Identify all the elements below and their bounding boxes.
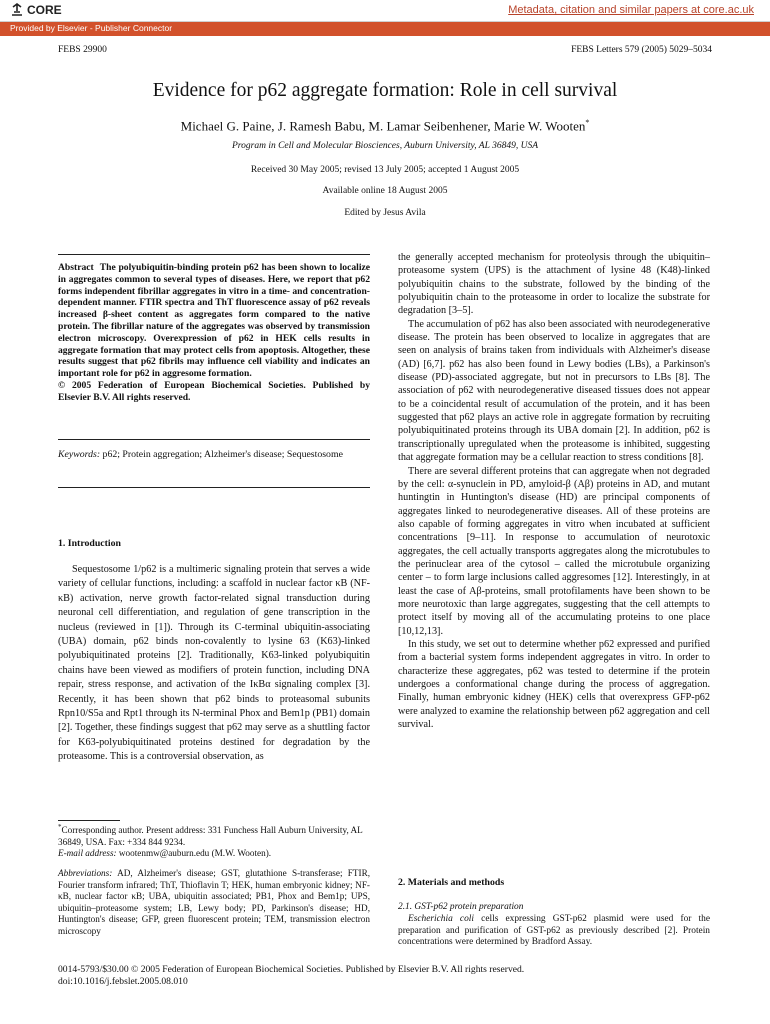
author-names: Michael G. Paine, J. Ramesh Babu, M. Lamar Seibenhener, Marie W. Wooten bbox=[180, 118, 586, 134]
right-column-body bbox=[398, 251, 710, 731]
core-logo-text: CORE bbox=[27, 3, 62, 17]
abstract-label: Abstract bbox=[58, 262, 94, 273]
journal-citation: FEBS Letters 579 (2005) 5029–5034 bbox=[571, 45, 712, 55]
intro-text: Sequestosome 1/p62 is a multimeric signaling protein that serves a wide variety of cellular functions, including: a scaffold in nuclear factor κB (NF-κB) activation, nerve growth factor-related signal transduction during neuronal cell differentiation, and regulation of gene transcription in the nucleus (reviewed in [1]). Through its C-terminal ubiquitin-associating (UBA) domain, p62 binds non-covalently to lysine 63 (K63)-linked polyubiquitinated proteins [2]. Traditionally, K63-linked polyubiquitin chains have been viewed as modifiers of protein function, including DNA repair, stress response, and activation of the IκBα signaling complex [3]. Recently, it has been shown that p62 binds to proteasomal subunits Rpn10/S5a and Rpt1 through its N-terminal Phox and Bem1p (PB1) domain [2]. Together, these findings suggest that p62 may serve as a shuttling factor for K63-polyubiquitinated proteins destined for degradation by the proteasome. This is a controversial observation, as bbox=[58, 564, 370, 763]
core-metadata-link[interactable]: Metadata, citation and similar papers at core.ac.uk bbox=[508, 4, 754, 16]
received-dates: Received 30 May 2005; revised 13 July 2005; accepted 1 August 2005 bbox=[250, 165, 520, 175]
paragraph: In this study, we set out to determine whether p62 expressed and purified from a bacterial system forms independent aggregates in vitro. In order to characterize these aggregates, p62 was tested to determine if the protein undergoes a conformational change during the process of aggregation. Finally, human embryonic kidney (HEK) cells that overexpress GFP-p62 were analyzed to examine the relationship between p62 aggregation and cell survival. bbox=[398, 638, 710, 731]
methods-heading: 2. Materials and methods bbox=[398, 877, 505, 888]
edited-by: Edited by Jesus Avila bbox=[344, 208, 426, 218]
abstract-bottom-rule bbox=[58, 439, 370, 440]
core-logo-icon bbox=[10, 3, 24, 17]
email-address[interactable]: wootenmw@auburn.edu (M.W. Wooten). bbox=[118, 848, 272, 859]
abbreviations-label: Abbreviations: bbox=[58, 868, 113, 878]
keywords-bottom-rule bbox=[58, 487, 370, 488]
paragraph: The accumulation of p62 has also been associated with neurodegenerative disease. The protein has been observed to localize in aggregates that are seen on analysis of brains taken from individuals with Alzheimer's disease (AD) [6,7]. p62 has also been found in Lewy bodies (LBs), a Parkinson's disease (PD)-associated aggregate, but not in precursors to LBs [8]. The association of p62 with neurodegenerative diseased tissues does not appear to be a coincidental result of accumulation of the protein, and it has been suggested that p62 plays an active role in aggregate formation by recruiting polyubiquitinated proteins through its UBA domain [2]. In addition, p62 is transcriptionally upregulated when the proteasome is inhibited, suggesting that aggregate formation may be a cellular reaction to stress conditions [8]. bbox=[398, 318, 710, 464]
abstract-top-rule bbox=[58, 254, 370, 255]
issn-copyright: 0014-5793/$30.00 © 2005 Federation of European Biochemical Societies. Published by Elsevier B.V. All rights reserved. bbox=[58, 964, 525, 975]
footnote-mark: * bbox=[58, 823, 62, 831]
provided-by-text[interactable]: Provided by Elsevier - Publisher Connector bbox=[10, 23, 173, 33]
footnote-rule bbox=[58, 820, 120, 821]
abbreviations-text: AD, Alzheimer's disease; GST, glutathione S-transferase; FTIR, Fourier transform infrared; ThT, Thioflavin T; HEK, human embryonic kidney; NF-κB, nuclear factor κB; UBA, ubiquitin associated; PB1, Phox and Bem1p; UPS, ubiquitin–proteasome system; LB, Lewy body; PD, Parkinson's disease; HD, Huntington's disease; GFP, green fluorescent protein; TEM, transmission electron microscopy bbox=[58, 868, 370, 936]
paper-title: Evidence for p62 aggregate formation: Role in cell survival bbox=[152, 80, 618, 101]
core-bar bbox=[0, 0, 770, 22]
author-list bbox=[0, 118, 770, 134]
provided-by-bar bbox=[0, 22, 770, 36]
core-logo[interactable] bbox=[10, 3, 62, 17]
keywords-text: p62; Protein aggregation; Alzheimer's disease; Sequestosome bbox=[102, 449, 343, 460]
methods-body: cells expressing GST-p62 plasmid were used for the preparation and purification of GST-p62 as previously described [2]. Protein concentrations were determined by Bradford Assay. bbox=[398, 914, 711, 947]
bottom-copyright bbox=[58, 964, 524, 988]
keywords-label: Keywords: bbox=[58, 449, 101, 460]
abstract bbox=[58, 262, 370, 404]
paragraph: There are several different proteins that can aggregate when not degraded by the cell: α-synuclein in PD, amyloid-β (Aβ) proteins in AD, and mutant huntingtin in Huntington's disease (HD) are principal components of aggregates linked to neurodegenerative diseases. All of these proteins are also capable of forming aggregates in vitro when incubated at sufficient concentrations [9–11]. In response to accumulation of neurotoxic aggregates, the cell actually transports aggregates along the microtubules to the perinuclear area of the cytosol – called the microtubule organizing center – to form large inclusions called aggresomes [12]. Interestingly, in at least the case of Aβ-proteins, small protofilaments have been shown to be more neurotoxic than large aggregates, suggesting that the cell attempts to protect itself by moving all of the accumulating proteins to one place [10,12,13]. bbox=[398, 465, 710, 637]
corresponding-mark: * bbox=[585, 118, 590, 127]
paragraph: the generally accepted mechanism for proteolysis through the ubiquitin–proteasome system (UPS) is the attachment of lysine 48 (K48)-linked polyubiquitin chains to the substrate, followed by the binding of the polyubiquitin chain to the proteasome in order to localize the substrate for degradation [3–5]. bbox=[398, 252, 710, 317]
methods-text bbox=[398, 914, 710, 949]
footnote-address: Corresponding author. Present address: 331 Funchess Hall Auburn University, AL 36849, USA. Fax: +334 844 9234. bbox=[58, 825, 363, 847]
available-online: Available online 18 August 2005 bbox=[322, 186, 448, 196]
corresponding-footnote bbox=[58, 822, 370, 860]
abstract-copyright: © 2005 Federation of European Biochemical Societies. Published by Elsevier B.V. All rights reserved. bbox=[58, 379, 370, 403]
intro-heading: 1. Introduction bbox=[58, 538, 121, 549]
doi: doi:10.1016/j.febslet.2005.08.010 bbox=[58, 976, 188, 987]
abstract-text: The polyubiquitin-binding protein p62 has been shown to localize in aggregates common to several types of diseases. Here, we report that p62 forms independent fibrillar aggregates in vitro in a time- and concentration-dependent manner. FTIR spectra and ThT fluorescence assay of p62 reveals increased β-sheet content as aggregates form compared to the native protein. The fibrillar nature of the aggregates was observed by transmission electron microscopy. Overexpression of p62 in HEK cells results in aggregate formation that may protect cells from apoptosis. Altogether, these results suggest that p62 fibrils may influence cell viability and indicates an important role for p62 in aggresome formation. bbox=[58, 262, 370, 380]
abbreviations bbox=[58, 868, 370, 938]
affiliation: Program in Cell and Molecular Biosciences, Auburn University, AL 36849, USA bbox=[232, 141, 538, 151]
journal-id: FEBS 29900 bbox=[58, 45, 107, 55]
keywords bbox=[58, 449, 370, 461]
email-label: E-mail address: bbox=[58, 848, 117, 859]
organism-name: Escherichia coli bbox=[408, 914, 474, 924]
methods-subheading: 2.1. GST-p62 protein preparation bbox=[398, 902, 524, 912]
